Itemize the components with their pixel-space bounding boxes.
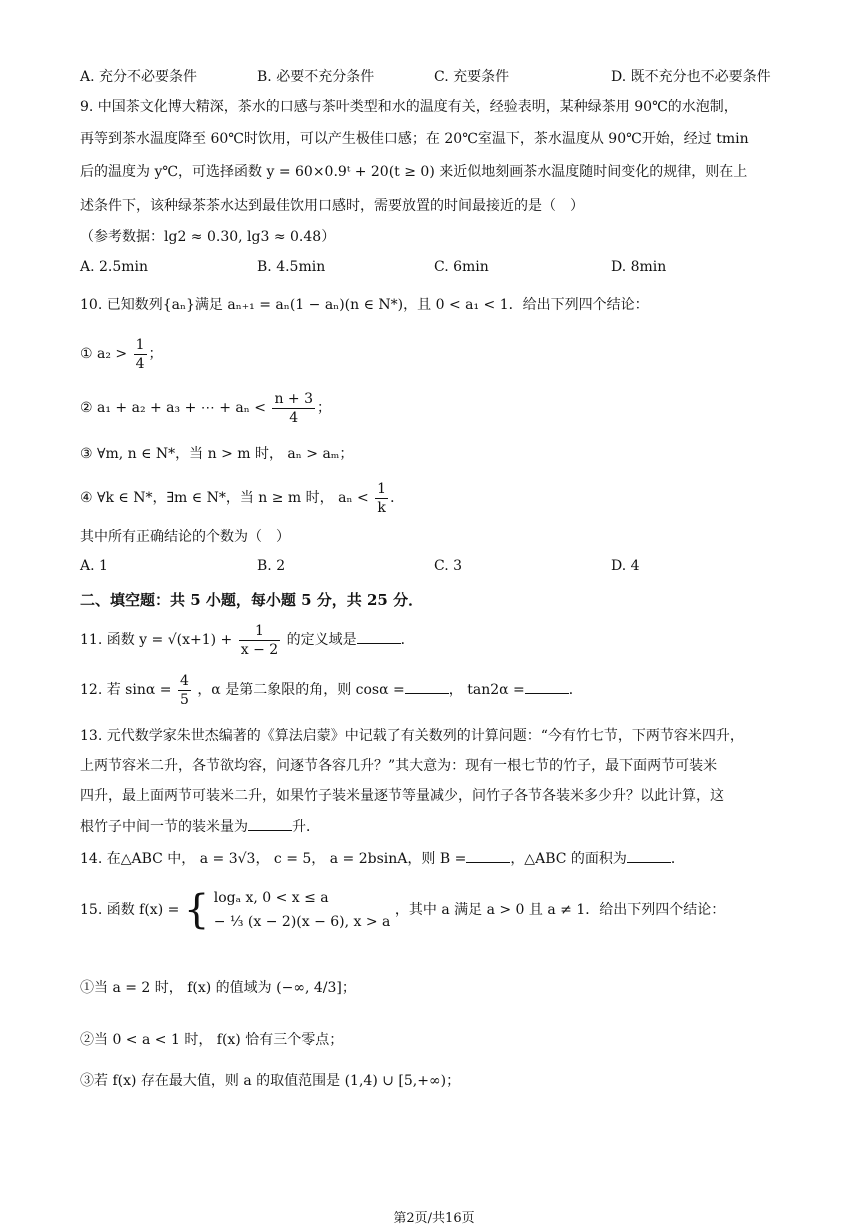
q11-text-end: 的定义域是 bbox=[286, 632, 357, 648]
q8-options bbox=[80, 66, 780, 86]
q10-option-c: C. 3 bbox=[434, 558, 463, 574]
q13-line-2: 上两节容米二升，各节欲均容，问逐节各容几升？”其大意为：现有一根七节的竹子，最下面两节可装米 bbox=[80, 758, 718, 774]
q11-text: 11. 函数 y = √(x+1) + bbox=[80, 632, 233, 648]
q12-text-mid: ，α 是第二象限的角，则 cosα = bbox=[197, 682, 405, 698]
q12-answer-blank-1[interactable] bbox=[405, 679, 449, 694]
q14-period: ． bbox=[670, 851, 685, 867]
q8-option-c: C. 充要条件 bbox=[434, 69, 510, 85]
q10-question: 其中所有正确结论的个数为（ ） bbox=[80, 529, 290, 545]
q12-text: 12. 若 sinα = bbox=[80, 682, 172, 698]
q15-stem bbox=[80, 880, 725, 940]
q10-c2-text: ② a₁ + a₂ + a₃ + ⋯ + aₙ < bbox=[80, 400, 266, 416]
q9-line-3: 后的温度为 y℃，可选择函数 y = 60×0.9ᵗ + 20(t ≥ 0) 来近似地刻画茶水温度随时间变化的规律，则在上 bbox=[80, 164, 748, 180]
q11-answer-blank[interactable] bbox=[357, 629, 401, 644]
q13-text: 根竹子中间一节的装米量为 bbox=[80, 819, 248, 835]
q13-answer-blank[interactable] bbox=[248, 816, 292, 831]
q14-text-mid: ，△ABC 的面积为 bbox=[510, 851, 627, 867]
q14-answer-blank-2[interactable] bbox=[627, 848, 671, 863]
q10-option-b: B. 2 bbox=[257, 558, 286, 574]
fraction-numerator: 1 bbox=[239, 622, 280, 641]
q13-text-end: 升． bbox=[292, 819, 320, 835]
q15-c1-text: ①当 a = 2 时， f(x) 的值域为 bbox=[80, 980, 272, 996]
q8-option-d: D. 既不充分也不必要条件 bbox=[611, 69, 771, 85]
fraction-denominator: 4 bbox=[289, 409, 299, 426]
q10-c1-end: ； bbox=[148, 346, 163, 362]
q15-conclusion-2: ②当 0 < a < 1 时， f(x) 恰有三个零点； bbox=[80, 1032, 344, 1048]
q10-stem: 10. 已知数列{aₙ}满足 aₙ₊₁ = aₙ(1 − aₙ)(n ∈ N*)，且 0 < a₁ < 1．给出下列四个结论： bbox=[80, 297, 649, 313]
q9-line-4: 述条件下，该种绿茶茶水达到最佳饮用口感时，需要放置的时间最接近的是（ ） bbox=[80, 198, 584, 214]
q15-conclusion-1 bbox=[80, 978, 356, 998]
q10-conclusion-3: ③ ∀m, n ∈ N*，当 n > m 时， aₙ > aₘ； bbox=[80, 446, 354, 462]
q10-c2-fraction bbox=[272, 390, 315, 427]
q10-options bbox=[80, 558, 780, 578]
q14-answer-blank-1[interactable] bbox=[466, 848, 510, 863]
section-heading: 二、填空题：共 5 小题，每小题 5 分，共 25 分． bbox=[80, 591, 424, 609]
q9-option-d: D. 8min bbox=[611, 259, 667, 275]
q12-answer-blank-2[interactable] bbox=[525, 679, 569, 694]
fraction-denominator: k bbox=[377, 499, 386, 516]
page-number: 第2页/共16页 bbox=[393, 1211, 475, 1226]
q10-c4-text: ④ ∀k ∈ N*，∃m ∈ N*，当 n ≥ m 时， aₙ < bbox=[80, 490, 369, 506]
q10-option-a: A. 1 bbox=[80, 558, 108, 574]
q15-c1-range: (−∞, 4/3] bbox=[276, 980, 342, 996]
q12-fraction bbox=[178, 672, 191, 709]
q9-options bbox=[80, 259, 780, 279]
q13-line-1: 13. 元代数学家朱世杰编著的《算法启蒙》中记载了有关数列的计算问题：“今有竹七节，下两节容米四升， bbox=[80, 728, 744, 744]
q10-conclusion-1 bbox=[80, 335, 163, 373]
fraction-denominator: 4 bbox=[135, 355, 145, 372]
fraction-numerator: 1 bbox=[377, 480, 387, 497]
q15-case-1: logₐ x, 0 < x ≤ a bbox=[213, 890, 329, 906]
q15-text-end: ，其中 a 满足 a > 0 且 a ≠ 1．给出下列四个结论： bbox=[394, 902, 726, 918]
q12 bbox=[80, 670, 583, 710]
q9-option-c: C. 6min bbox=[434, 259, 489, 275]
fraction-denominator: 5 bbox=[179, 691, 189, 708]
q15-conclusion-3: ③若 f(x) 存在最大值，则 a 的取值范围是 (1,4) ∪ [5,+∞)； bbox=[80, 1073, 461, 1089]
fraction-numerator: 1 bbox=[135, 336, 145, 353]
q10-option-d: D. 4 bbox=[611, 558, 640, 574]
fraction-denominator: x − 2 bbox=[240, 641, 279, 658]
q10-c4-end: ． bbox=[390, 490, 405, 506]
q10-c1-fraction bbox=[134, 336, 147, 373]
q9-line-2: 再等到茶水温度降至 60℃时饮用，可以产生极佳口感；在 20℃室温下，茶水温度从 90℃开始，经过 tmin bbox=[80, 131, 749, 147]
q10-c2-end: ； bbox=[317, 400, 332, 416]
fraction-numerator: n + 3 bbox=[274, 390, 314, 407]
q8-option-a: A. 充分不必要条件 bbox=[80, 69, 198, 85]
q13-line-3: 四升，最上面两节可装米二升，如果竹子装米量逐节等量减少，问竹子各节各装米多少升？以此计算，这 bbox=[80, 788, 724, 804]
q15-case-2: − ⅓ (x − 2)(x − 6), x > a bbox=[213, 914, 391, 930]
q13-line-4 bbox=[80, 816, 320, 837]
q10-conclusion-2 bbox=[80, 389, 331, 427]
q11-period: ． bbox=[400, 632, 415, 648]
q9-option-a: A. 2.5min bbox=[80, 259, 149, 275]
q12-period: ． bbox=[568, 682, 583, 698]
q11 bbox=[80, 620, 415, 660]
q10-c4-fraction bbox=[375, 480, 388, 517]
q9-reference-data: （参考数据：lg2 ≈ 0.30, lg3 ≈ 0.48） bbox=[80, 229, 336, 245]
q15-piecewise bbox=[214, 886, 391, 934]
left-brace-icon: { bbox=[183, 887, 210, 933]
q14-text: 14. 在△ABC 中， a = 3√3， c = 5， a = 2bsinA，则 B = bbox=[80, 851, 467, 867]
q8-option-b: B. 必要不充分条件 bbox=[257, 69, 375, 85]
q10-conclusion-4 bbox=[80, 479, 404, 517]
q9-line-1: 9. 中国茶文化博大精深，茶水的口感与茶叶类型和水的温度有关，经验表明，某种绿茶用 90℃的水泡制， bbox=[80, 99, 738, 115]
q14 bbox=[80, 848, 685, 869]
q12-text-mid2: ， tan2α = bbox=[448, 682, 525, 698]
q9-option-b: B. 4.5min bbox=[257, 259, 326, 275]
q11-fraction bbox=[239, 622, 280, 659]
q15-c1-end: ； bbox=[341, 980, 356, 996]
q15-text: 15. 函数 f(x) = bbox=[80, 902, 180, 918]
fraction-numerator: 4 bbox=[179, 672, 189, 689]
q10-c1-text: ① a₂ > bbox=[80, 346, 128, 362]
